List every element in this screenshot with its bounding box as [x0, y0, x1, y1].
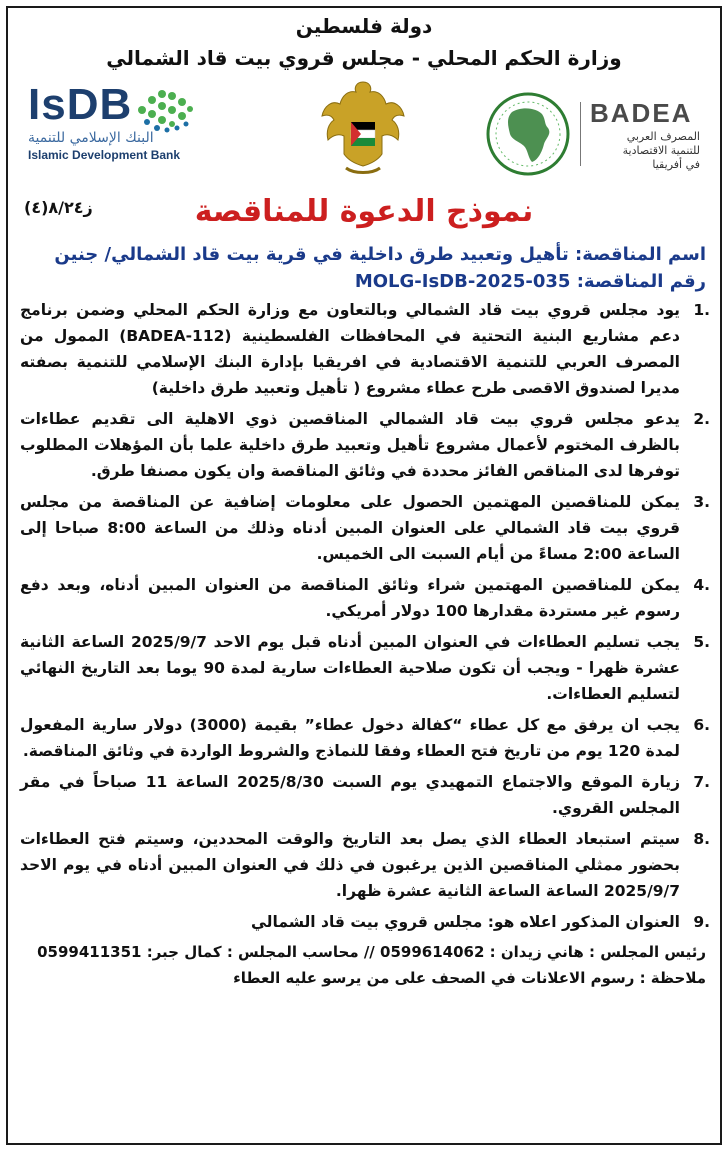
item-text: سيتم استبعاد العطاء الذي يصل بعد التاريخ والوقت المحددين، وسيتم فتح العطاءات بحضور ممثلي المناقصين الذين يرغبون في ذلك في العنوان المبين أدناه في يوم الاحد 2025/9/7 الساعة الساعة الثانية عشرة ظهرا.	[20, 830, 680, 900]
list-item	[20, 406, 710, 484]
item-text: العنوان المذكور اعلاه هو: مجلس قروي بيت قاد الشمالي	[251, 913, 680, 931]
badea-africa-globe-icon	[482, 90, 574, 178]
ministry-council: وزارة الحكم المحلي - مجلس قروي بيت قاد الشمالي	[106, 46, 622, 70]
tender-items-list	[8, 297, 720, 935]
item-text: يجب تسليم العطاءات في العنوان المبين أدناه قبل يوم الاحد 2025/9/7 الساعة الثانية عشرة ظهرا - ويجب أن تكون صلاحية العطاءات سارية لمدة 90 يوما بعد التاريخ النهائي لتسليم العطاءات.	[20, 633, 680, 703]
item-number: 8.	[693, 830, 710, 848]
item-text: يجب ان يرفق مع كل عطاء “كفالة دخول عطاء” بقيمة (3000) دولار سارية المفعول لمدة 120 يوم من تاريخ فتح العطاء وفقا للنماذج والشروط الواردة في وثائق المناقصة.	[20, 716, 680, 760]
item-number: 4.	[693, 576, 710, 594]
isdb-letters: IsDB	[28, 80, 133, 129]
footer	[22, 939, 706, 991]
badea-arabic-name	[590, 130, 700, 172]
badea-arabic-line: المصرف العربي	[626, 130, 700, 143]
reference-number: ز٨/٢٤(٤)	[24, 198, 93, 217]
page-title: نموذج الدعوة للمناقصة	[194, 194, 534, 229]
list-item	[20, 489, 710, 567]
badea-arabic-line: في أفريقيا	[652, 158, 700, 171]
tender-name: اسم المناقصة: تأهيل وتعبيد طرق داخلية في قرية بيت قاد الشمالي/ جنين	[54, 244, 706, 265]
logo-row	[8, 76, 720, 186]
item-number: 7.	[693, 773, 710, 791]
list-item	[20, 826, 710, 904]
tender-number-code: MOLG-IsDB-2025-035	[354, 271, 571, 292]
isdb-logo	[28, 82, 218, 172]
tender-number-label: رقم المناقصة:	[576, 271, 706, 292]
badea-logo	[482, 84, 702, 180]
state-name: دولة فلسطين	[295, 14, 433, 38]
palestine-eagle-emblem-icon	[318, 76, 408, 180]
list-item	[20, 572, 710, 624]
badea-arabic-line: للتنمية الاقتصادية	[622, 144, 700, 157]
item-number: 9.	[693, 913, 710, 931]
item-text: يود مجلس قروي بيت قاد الشمالي وبالتعاون مع وزارة الحكم المحلي وضمن برنامج دعم مشاريع البنية التحتية في المحافظات الفلسطينية (BADEA-112) الممول من المصرف العربي للتنمية الاقتصادية في افريقيا بإدارة البنك الإسلامي للتنمية بصفته مديرا لصندوق الاقصى طرح عطاء مشروع ( تأهيل وتعبيد طرق داخلية)	[20, 301, 680, 397]
title-row	[8, 188, 720, 236]
list-item	[20, 297, 710, 401]
item-text: يدعو مجلس قروي بيت قاد الشمالي المناقصين ذوي الاهلية الى تقديم عطاءات بالظرف المختوم لأعمال مشروع تأهيل وتعبيد طرق داخلية علما بأن المؤهلات المطلوب توفرها لدى المناقص الفائز محددة في وثائق المناقصة وان يكون مصنفا طرق.	[20, 410, 680, 480]
tender-announcement	[6, 6, 722, 1145]
badea-name: BADEA	[590, 98, 693, 128]
list-item	[20, 629, 710, 707]
badea-divider	[580, 102, 581, 166]
item-number: 2.	[693, 410, 710, 428]
item-text: يمكن للمناقصين المهتمين الحصول على معلومات إضافية عن المناقصة من مجلس قروي بيت قاد الشمالي على العنوان المبين أدناه وذلك من الساعة 8:00 صباحا إلى الساعة 2:00 مساءً من أيام السبت الى الخميس.	[20, 493, 680, 563]
list-item	[20, 712, 710, 764]
footer-note: ملاحظة : رسوم الاعلانات في الصحف على من يرسو عليه العطاء	[233, 969, 706, 987]
footer-contacts: رئيس المجلس : هاني زيدان : 0599614062 // محاسب المجلس : كمال جبر: 0599411351	[37, 943, 706, 961]
item-number: 6.	[693, 716, 710, 734]
item-text: زيارة الموقع والاجتماع التمهيدي يوم السبت 2025/8/30 الساعة 11 صباحاً في مقر المجلس القروي.	[20, 773, 681, 817]
item-text: يمكن للمناقصين المهتمين شراء وثائق المناقصة من العنوان المبين أدناه، وبعد دفع رسوم غير مستردة مقدارها 100 دولار أمريكي.	[20, 576, 680, 620]
list-item	[20, 909, 710, 935]
item-number: 1.	[693, 301, 710, 319]
isdb-english-name: Islamic Development Bank	[28, 148, 181, 162]
list-item	[20, 769, 710, 821]
item-number: 3.	[693, 493, 710, 511]
tender-number	[22, 271, 706, 292]
isdb-arabic-name: البنك الإسلامي للتنمية	[28, 130, 154, 146]
item-number: 5.	[693, 633, 710, 651]
isdb-globe-icon	[128, 84, 198, 136]
